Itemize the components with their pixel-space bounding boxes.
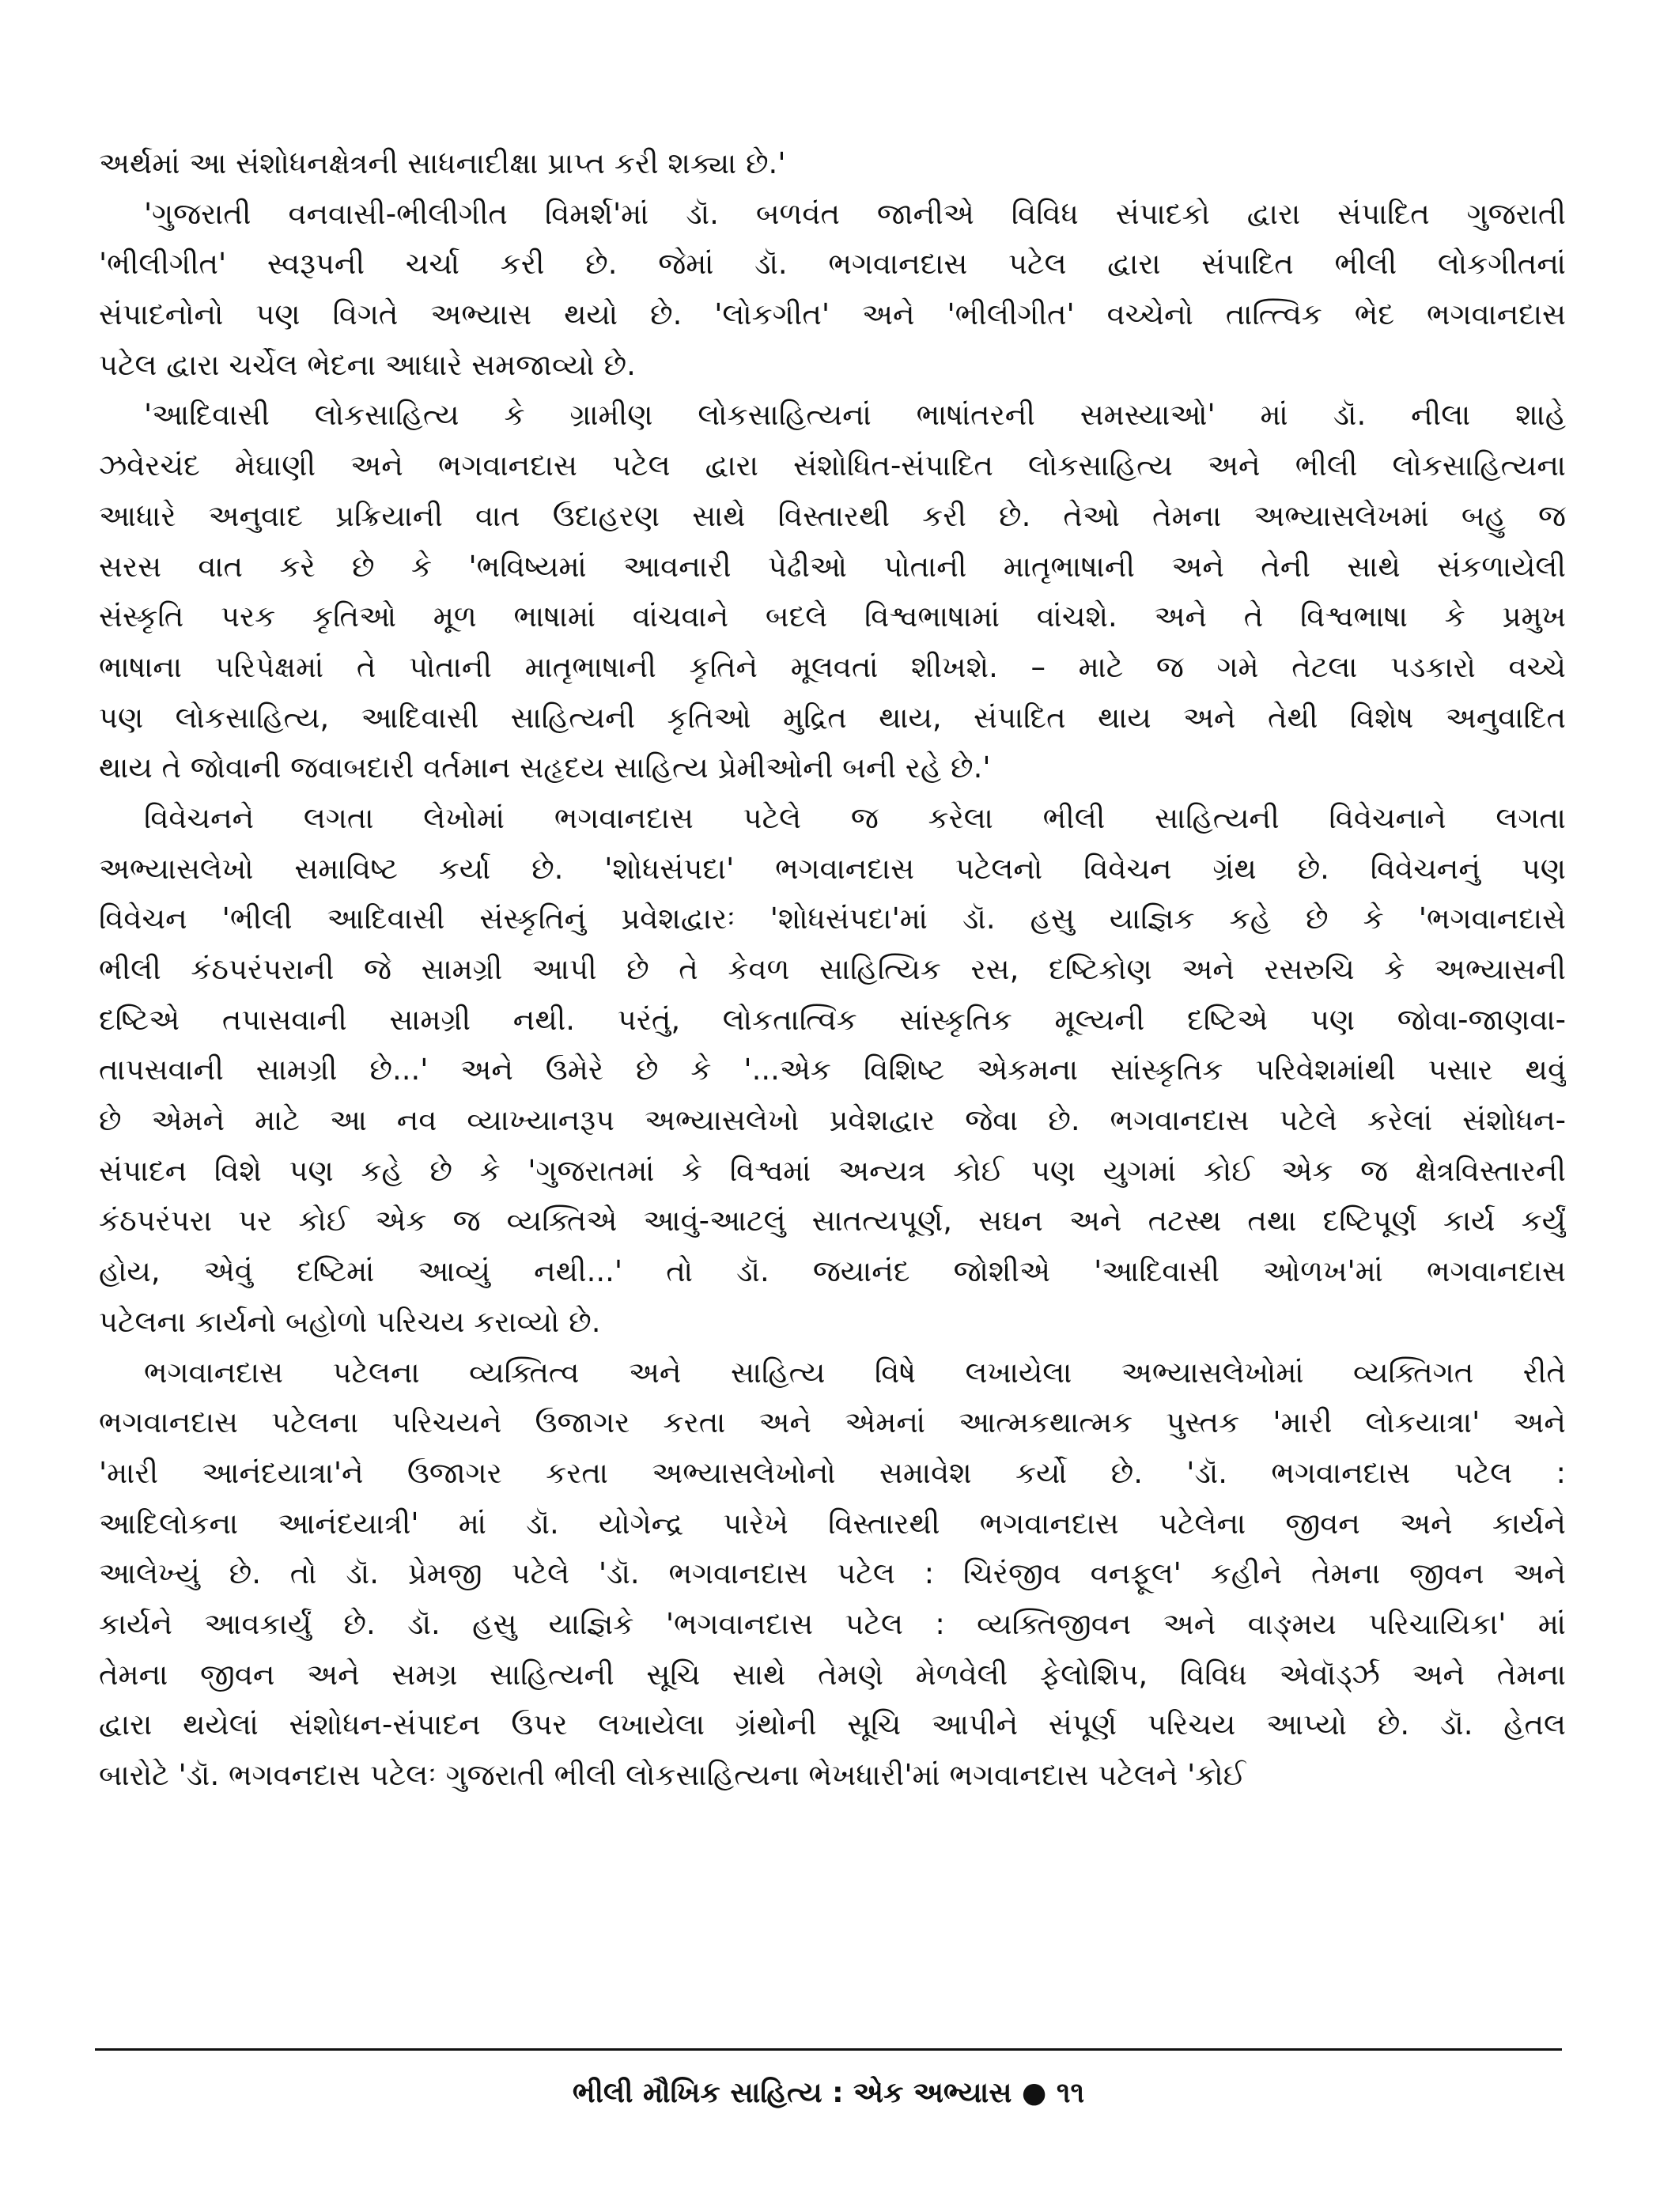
text-line: બારોટે 'ડૉ. ભગવનદાસ પટેલઃ ગુજરાતી ભીલી લોકસાહિત્યના ભેખધારી'માં ભગવાનદાસ પટેલને 'કોઈ [99,1758,1246,1792]
text-line: થાય તે જોવાની જવાબદારી વર્તમાન સહૃદય સાહિત્ય પ્રેમીઓની બની રહે છે.' [99,751,991,785]
text-line: વિવેચન 'ભીલી આદિવાસી સંસ્કૃતિનું પ્રવેશદ્વારઃ 'શોધસંપદા'માં ડૉ. હસુ યાજ્ઞિક કહે છે કે 'ભગવાનદાસે [99,902,1566,936]
running-footer: ભીલી મૌખિક સાહિત્ય : એક અભ્યાસ ● ૧૧ [572,2077,1085,2109]
text-line: પટેલના કાર્યનો બહોળો પરિચય કરાવ્યો છે. [99,1304,601,1339]
text-line: છે એમને માટે આ નવ વ્યાખ્યાનરૂપ અભ્યાસલેખો પ્રવેશદ્વાર જેવા છે. ભગવાનદાસ પટેલે કરેલાં સંશોધન- [99,1103,1566,1138]
text-line: આદિલોકના આનંદયાત્રી' માં ડૉ. યોગેન્દ્ર પારેખે વિસ્તારથી ભગવાનદાસ પટેલેના જીવન અને કાર્યને [99,1506,1566,1541]
text-line: દ્વારા થયેલાં સંશોધન-સંપાદન ઉપર લખાયેલા ગ્રંથોની સૂચિ આપીને સંપૂર્ણ પરિચય આપ્યો છે. ડૉ. હેતલ [99,1707,1566,1742]
paragraph [99,1348,1566,1801]
paragraph [99,390,1566,793]
paragraph [99,793,1566,1348]
text-line: સંસ્કૃતિ પરક કૃતિઓ મૂળ ભાષામાં વાંચવાને બદલે વિશ્વભાષામાં વાંચશે. અને તે વિશ્વભાષા કે પ્રમુખ [99,599,1566,634]
text-line: ભીલી કંઠપરંપરાની જે સામગ્રી આપી છે તે કેવળ સાહિત્યિક રસ, દષ્ટિકોણ અને રસરુચિ કે અભ્યાસની [99,952,1566,986]
text-line: અર્થમાં આ સંશોધનક્ષેત્રની સાધનાદીક્ષા પ્રાપ્ત કરી શક્યા છે.' [99,146,786,180]
text-line: વિવેચનને લગતા લેખોમાં ભગવાનદાસ પટેલે જ કરેલા ભીલી સાહિત્યની વિવેચનાને લગતા [144,800,1566,835]
text-line: સંપાદન વિશે પણ કહે છે કે 'ગુજરાતમાં કે વિશ્વમાં અન્યત્ર કોઈ પણ યુગમાં કોઈ એક જ ક્ષેત્રવિસ્તારની [99,1153,1566,1188]
paragraph [99,189,1566,391]
text-line: ભાષાના પરિપેક્ષમાં તે પોતાની માતૃભાષાની કૃતિને મૂલવતાં શીખશે. – માટે જ ગમે તેટલા પડકારો વચ્ચે [99,649,1566,684]
body-text [99,138,1566,1801]
text-line: દષ્ટિએ તપાસવાની સામગ્રી નથી. પરંતું, લોકતાત્વિક સાંસ્કૃતિક મૂલ્યની દષ્ટિએ પણ જોવા-જાણવા- [99,1002,1566,1037]
text-line: અભ્યાસલેખો સમાવિષ્ટ કર્યા છે. 'શોધસંપદા' ભગવાનદાસ પટેલનો વિવેચન ગ્રંથ છે. વિવેચનનું પણ [99,851,1566,886]
text-line: ઝવેરચંદ મેઘાણી અને ભગવાનદાસ પટેલ દ્વારા સંશોધિત-સંપાદિત લોકસાહિત્ય અને ભીલી લોકસાહિત્યના [99,448,1566,483]
text-line: પટેલ દ્વારા ચર્ચેલ ભેદના આધારે સમજાવ્યો છે. [99,347,636,382]
text-line: કાર્યને આવકાર્યું છે. ડૉ. હસુ યાજ્ઞિકે 'ભગવાનદાસ પટેલ : વ્યક્તિજીવન અને વાઙ્મય પરિચાયિકા' માં [99,1606,1566,1641]
paragraph [99,138,1566,189]
text-line: કંઠપરંપરા પર કોઈ એક જ વ્યક્તિએ આવું-આટલું સાતત્યપૂર્ણ, સઘન અને તટસ્થ તથા દષ્ટિપૂર્ણ કાર્ય કર્યું [99,1204,1566,1238]
text-line: ભગવાનદાસ પટેલના વ્યક્તિત્વ અને સાહિત્ય વિષે લખાયેલા અભ્યાસલેખોમાં વ્યક્તિગત રીતે [144,1355,1566,1390]
text-line: 'મારી આનંદયાત્રા'ને ઉજાગર કરતા અભ્યાસલેખોનો સમાવેશ કર્યો છે. 'ડૉ. ભગવાનદાસ પટેલ : [99,1455,1566,1490]
text-line: આલેખ્યું છે. તો ડૉ. પ્રેમજી પટેલે 'ડૉ. ભગવાનદાસ પટેલ : ચિરંજીવ વનફૂલ' કહીને તેમના જીવન અને [99,1556,1566,1591]
footer-divider [95,2048,1562,2051]
text-line: તેમના જીવન અને સમગ્ર સાહિત્યની સૂચિ સાથે તેમણે મેળવેલી ફેલોશિપ, વિવિધ એવૉર્ડ્ઝ અને તેમના [99,1657,1566,1692]
text-line: 'આદિવાસી લોકસાહિત્ય કે ગ્રામીણ લોકસાહિત્યનાં ભાષાંતરની સમસ્યાઓ' માં ડૉ. નીલા શાહે [144,398,1566,433]
text-line: પણ લોકસાહિત્ય, આદિવાસી સાહિત્યની કૃતિઓ મુદ્રિત થાય, સંપાદિત થાય અને તેથી વિશેષ અનુવાદિત [99,700,1566,735]
text-line: 'ભીલીગીત' સ્વરૂપની ચર્ચા કરી છે. જેમાં ડૉ. ભગવાનદાસ પટેલ દ્વારા સંપાદિત ભીલી લોકગીતનાં [99,247,1566,282]
text-line: ભગવાનદાસ પટેલના પરિચયને ઉજાગર કરતા અને એમનાં આત્મકથાત્મક પુસ્તક 'મારી લોકયાત્રા' અને [99,1405,1566,1440]
text-line: સંપાદનોનો પણ વિગતે અભ્યાસ થયો છે. 'લોકગીત' અને 'ભીલીગીત' વચ્ચેનો તાત્ત્વિક ભેદ ભગવાનદાસ [99,297,1566,332]
text-line: આધારે અનુવાદ પ્રક્રિયાની વાત ઉદાહરણ સાથે વિસ્તારથી કરી છે. તેઓ તેમના અભ્યાસલેખમાં બહુ જ [99,498,1566,533]
text-line: તાપસવાની સામગ્રી છે...' અને ઉમેરે છે કે '...એક વિશિષ્ટ એકમના સાંસ્કૃતિક પરિવેશમાંથી પસાર થવું [99,1053,1566,1087]
text-line: 'ગુજરાતી વનવાસી-ભીલીગીત વિમર્શ'માં ડૉ. બળવંત જાનીએ વિવિધ સંપાદકો દ્વારા સંપાદિત ગુજરાતી [144,196,1566,231]
text-line: સરસ વાત કરે છે કે 'ભવિષ્યમાં આવનારી પેઢીઓ પોતાની માતૃભાષાની અને તેની સાથે સંકળાયેલી [99,549,1566,584]
text-line: હોય, એવું દષ્ટિમાં આવ્યું નથી...' તો ડૉ. જયાનંદ જોશીએ 'આદિવાસી ઓળખ'માં ભગવાનદાસ [99,1254,1566,1289]
